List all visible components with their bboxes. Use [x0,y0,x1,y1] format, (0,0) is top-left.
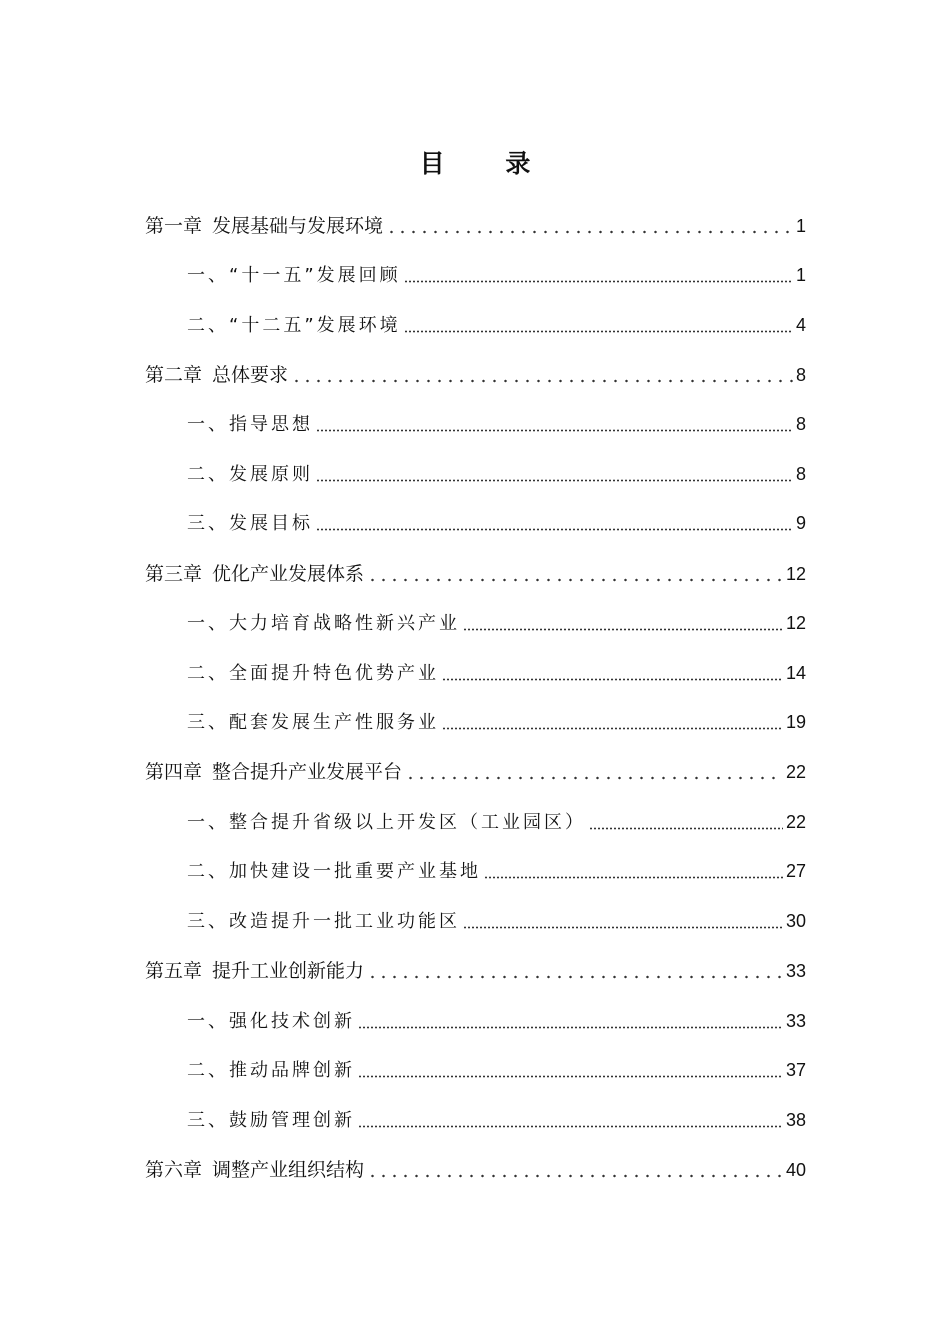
page-number: 30 [785,911,806,931]
toc-entry-section[interactable] [187,658,806,688]
page-number: 12 [785,564,806,584]
page-number: 22 [785,812,806,832]
toc-entry-section[interactable] [187,856,806,886]
dot-leader [316,522,793,531]
toc-entry-text [145,559,364,589]
dot-leader [358,1069,783,1078]
section-title: 二、全面提升特色优势产业 [187,663,439,684]
toc-entry-section[interactable] [187,260,806,290]
chapter-title: 调整产业组织结构 [212,1159,365,1181]
dot-leader [291,374,793,383]
toc-entry-section[interactable] [187,1105,806,1135]
page-number: 27 [785,861,806,881]
toc-entry-chapter-5[interactable] [145,956,806,986]
chapter-number: 第四章 [145,761,203,783]
section-title: 二、推动品牌创新 [187,1060,355,1081]
section-title: 三、鼓励管理创新 [187,1110,355,1131]
dot-leader [316,423,793,432]
dot-leader [589,821,783,830]
page-number: 4 [795,315,806,335]
section-title: 一、“十一五”发展回顾 [187,265,401,286]
dot-leader [484,870,783,879]
dot-leader [463,622,783,631]
dot-leader [405,771,783,780]
toc-entry-section[interactable] [187,508,806,538]
section-title: 一、指导思想 [187,414,313,435]
section-title: 一、整合提升省级以上开发区（工业园区） [187,812,586,833]
toc-entry-section[interactable] [187,807,806,837]
chapter-title: 发展基础与发展环境 [212,215,384,237]
toc-entry-chapter-2[interactable] [145,360,806,390]
toc-entry-chapter-1[interactable] [145,211,806,241]
chapter-number: 第五章 [145,960,203,982]
toc-entry-section[interactable] [187,906,806,936]
toc-entry-section[interactable] [187,608,806,638]
toc-entry-text [145,211,383,241]
toc-entry-text [145,1155,364,1185]
page-number: 9 [795,513,806,533]
toc-entry-section[interactable] [187,1055,806,1085]
toc-entry-section[interactable] [187,1006,806,1036]
page-number: 8 [795,365,806,385]
section-title: 二、加快建设一批重要产业基地 [187,861,481,882]
chapter-title: 总体要求 [212,364,289,386]
toc-entry-section[interactable] [187,310,806,340]
section-title: 三、配套发展生产性服务业 [187,712,439,733]
toc-entry-text [145,360,288,390]
page-number: 33 [785,1011,806,1031]
page-number: 22 [785,762,806,782]
section-title: 三、改造提升一批工业功能区 [187,911,460,932]
dot-leader [404,274,793,283]
toc-entry-chapter-6[interactable] [145,1155,806,1185]
section-title: 二、发展原则 [187,464,313,485]
toc-entry-chapter-3[interactable] [145,559,806,589]
dot-leader [463,920,783,929]
dot-leader [386,225,793,234]
chapter-number: 第一章 [145,215,203,237]
section-title: 三、发展目标 [187,513,313,534]
chapter-title: 优化产业发展体系 [212,563,365,585]
dot-leader [367,970,783,979]
page-number: 8 [795,464,806,484]
section-title: 一、大力培育战略性新兴产业 [187,613,460,634]
toc-entry-text [145,956,364,986]
dot-leader [316,473,793,482]
dot-leader [358,1020,783,1029]
page-number: 19 [785,712,806,732]
page-number: 33 [785,961,806,981]
chapter-number: 第三章 [145,563,203,585]
chapter-title: 整合提升产业发展平台 [212,761,403,783]
toc-entry-section[interactable] [187,409,806,439]
toc-entry-section[interactable] [187,707,806,737]
toc-entry-section[interactable] [187,459,806,489]
dot-leader [442,672,783,681]
chapter-number: 第六章 [145,1159,203,1181]
page-number: 8 [795,414,806,434]
page-number: 1 [795,265,806,285]
dot-leader [442,721,783,730]
dot-leader [404,324,793,333]
chapter-title: 提升工业创新能力 [212,960,365,982]
dot-leader [367,573,783,582]
toc-title: 目 录 [419,149,557,178]
section-title: 一、强化技术创新 [187,1011,355,1032]
toc-entry-text [145,757,402,787]
chapter-number: 第二章 [145,364,203,386]
page-number: 37 [785,1060,806,1080]
page-number: 1 [795,216,806,236]
page-number: 14 [785,663,806,683]
page-number: 40 [785,1160,806,1180]
toc-entry-chapter-4[interactable] [145,757,806,787]
page-number: 12 [785,613,806,633]
section-title: 二、“十二五”发展环境 [187,315,401,336]
dot-leader [358,1119,783,1128]
page-number: 38 [785,1110,806,1130]
dot-leader [367,1169,783,1178]
